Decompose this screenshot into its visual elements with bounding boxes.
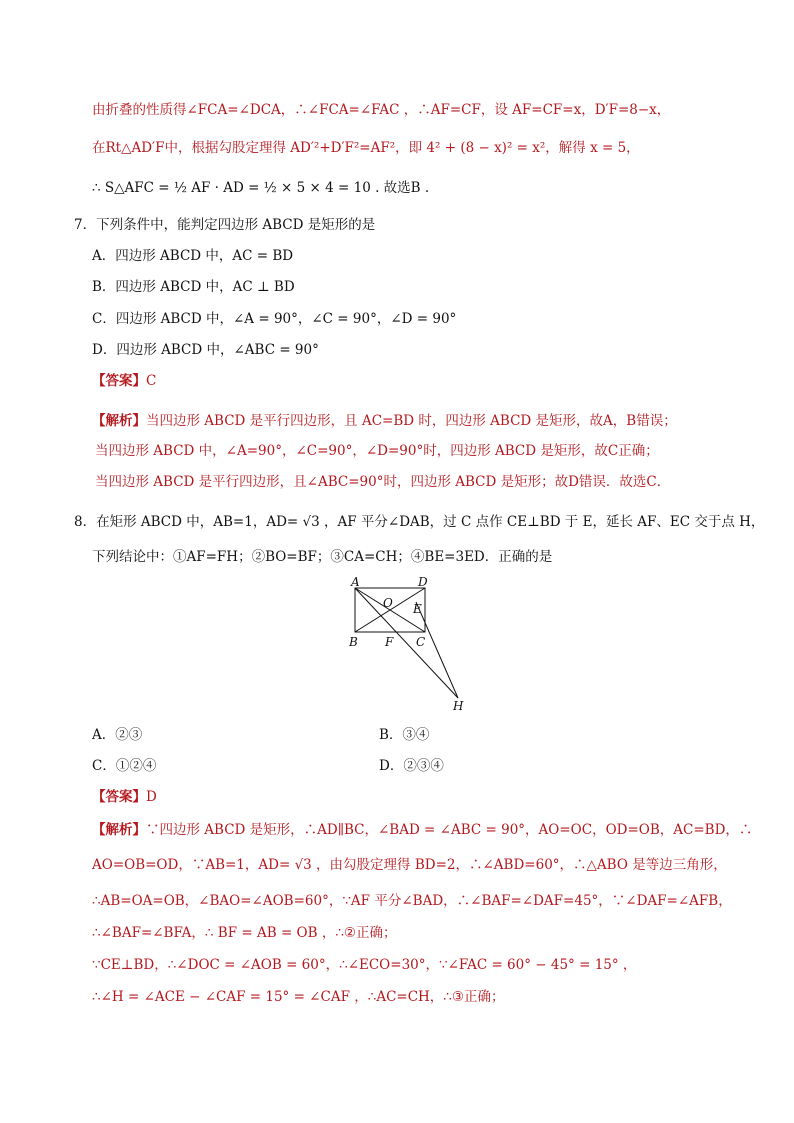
question-8-stem-1: 8．在矩形 ABCD 中，AB=1，AD= √3 ，AF 平分∠DAB，过 C 点作 CE⊥BD 于 E，延长 AF、EC 交于点 H， [74,514,765,530]
explanation-tag: 【解析】 [92,413,146,429]
line-ah [355,588,458,698]
label-h: H [453,699,464,713]
label-a: A [351,576,360,589]
question-7-option-d: D．四边形 ABCD 中，∠ABC = 90° [92,342,319,358]
question-7-explanation-2: 当四边形 ABCD 中，∠A=90°，∠C=90°，∠D=90°时，四边形 ABCD 是矩形，故C正确； [95,443,659,459]
label-c: C [416,635,426,649]
solution-line-2: 在Rt△AD′F中，根据勾股定理得 AD′²+D′F²=AF²，即 4² + (8 − x)² = x²，解得 x = 5， [92,140,640,156]
question-8-option-b: B．③④ [379,727,430,743]
question-8-explanation-2: AO=OB=OD，∵AB=1，AD= √3 ，由勾股定理得 BD=2，∴∠ABD=60°，∴△ABO 是等边三角形， [92,857,727,873]
question-8-explanation-3: ∴AB=OA=OB，∠BAO=∠AOB=60°，∵AF 平分∠BAD，∴∠BAF=∠DAF=45°，∵∠DAF=∠AFB， [92,893,732,909]
label-f: F [385,635,394,649]
question-8-option-d: D．②③④ [379,758,444,774]
label-e: E [413,602,422,616]
label-d: D [418,576,428,589]
label-b: B [349,635,358,649]
question-7-option-a: A．四边形 ABCD 中，AC = BD [92,248,294,264]
answer-value: C [146,373,157,389]
question-8-explanation-6: ∴∠H = ∠ACE − ∠CAF = 15° = ∠CAF ，∴AC=CH，∴③正确； [92,989,505,1005]
geometry-figure [340,576,480,716]
question-8-explanation-4: ∴∠BAF=∠BFA，∴ BF = AB = OB ，∴②正确； [92,925,397,941]
question-7-option-c: C．四边形 ABCD 中，∠A = 90°，∠C = 90°，∠D = 90° [92,311,457,327]
question-7-option-b: B．四边形 ABCD 中，AC ⊥ BD [92,279,295,295]
explanation-text: ∵四边形 ABCD 是矩形，∴AD∥BC，∠BAD = ∠ABC = 90°，AO=OC，OD=OB，AC=BD，∴ [146,822,753,838]
answer-tag: 【答案】 [92,789,146,805]
question-7-stem: 7．下列条件中，能判定四边形 ABCD 是矩形的是 [74,217,376,233]
line-eh [416,602,458,698]
solution-line-1: 由折叠的性质得∠FCA=∠DCA，∴∠FCA=∠FAC ，∴AF=CF，设 AF=CF=x，D′F=8−x， [92,102,671,118]
question-8-explanation-1 [92,820,752,840]
question-7-answer [92,371,156,391]
question-7-explanation-3: 当四边形 ABCD 是平行四边形，且∠ABC=90°时，四边形 ABCD 是矩形；故D错误．故选C． [95,474,671,490]
question-8-explanation-5: ∵CE⊥BD，∴∠DOC = ∠AOB = 60°，∴∠ECO=30°，∵∠FAC = 60° − 45° = 15° ， [92,957,637,973]
explanation-tag: 【解析】 [92,822,146,838]
explanation-text: 当四边形 ABCD 是平行四边形，且 AC=BD 时，四边形 ABCD 是矩形，故A，B错误； [146,413,677,429]
question-8-option-c: C．①②④ [92,758,157,774]
answer-tag: 【答案】 [92,373,146,389]
label-o: O [383,596,393,610]
question-7-explanation-1 [92,411,677,431]
answer-value: D [146,789,157,805]
question-8-answer [92,787,157,807]
solution-line-3: ∴ S△AFC = ½ AF · AD = ½ × 5 × 4 = 10 . 故选B . [92,180,430,196]
question-8-option-a: A．②③ [92,727,143,743]
question-8-stem-2: 下列结论中：①AF=FH；②BO=BF；③CA=CH；④BE=3ED．正确的是 [92,549,553,565]
